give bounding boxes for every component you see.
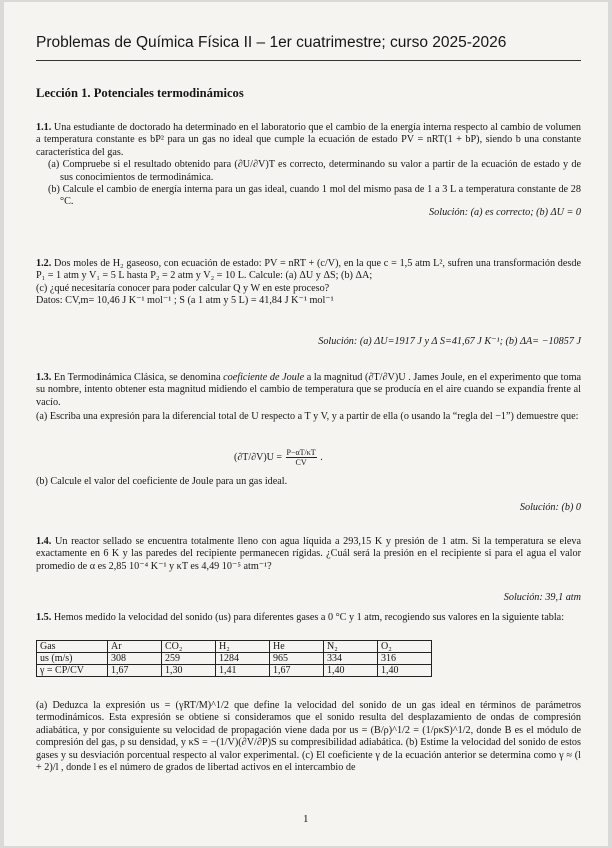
problem-1-1-solution: Solución: (a) es correcto; (b) ΔU = 0 — [429, 207, 581, 218]
problem-1-2-data: Datos: CV,m= 10,46 J K⁻¹ mol⁻¹ ; S (a 1 atm y 5 L) = 41,84 J K⁻¹ mol⁻¹ — [36, 295, 334, 307]
problem-1-5-number: 1.5. — [36, 612, 52, 623]
table-header-cell: O₂ — [378, 641, 432, 653]
problem-1-2 — [36, 258, 581, 308]
table-cell: 1,67 — [108, 665, 162, 677]
formula-lhs: (∂T/∂V)U — [234, 451, 274, 463]
problem-1-5-intro: Hemos medido la velocidad del sonido (us) para diferentes gases a 0 °C y 1 atm, recogiendo sus valores en la siguiente tabla: — [53, 612, 565, 623]
table-cell: 1,41 — [216, 665, 270, 677]
table-header-cell: CO₂ — [162, 641, 216, 653]
problem-1-4-text: Un reactor sellado se encuentra totalmente lleno con agua líquida a 293,15 K y presión de 1 atm. Si la temperatura se eleva exactamente en 6 K y las paredes del recipiente permanecen rígidas. ¿Cuál será la presión en el recipiente si para el agua el valor promedio de α es 2,85 10⁻⁴ K⁻¹ y κT es 4,49 10⁻⁵ atm⁻¹? — [36, 536, 582, 572]
page-sheet — [4, 2, 608, 846]
problem-1-3-term: coeficiente de Joule — [223, 372, 305, 383]
table-cell: 965 — [270, 653, 324, 665]
problem-1-3 — [36, 372, 581, 424]
problem-1-4-solution: Solución: 39,1 atm — [503, 592, 581, 603]
table-cell: 259 — [162, 653, 216, 665]
problem-1-3-intro-b: a la magnitud (∂T/∂V)U . James Joule, en el experimento que toma su nombre, intento obtener esta magnitud midiendo el cambio de temperatura que se producía en el aire cuando se expandía frente al vacío. — [36, 372, 582, 408]
page-number: 1 — [303, 813, 309, 825]
problem-1-2-part-c: (c) ¿qué necesitaría conocer para poder calcular Q y W en este proceso? — [36, 282, 330, 294]
header-rule — [36, 60, 581, 61]
table-row — [37, 665, 432, 677]
table-cell: us (m/s) — [37, 653, 108, 665]
problem-1-1 — [36, 122, 581, 209]
table-cell: γ = CP/CV — [37, 665, 108, 677]
table-cell: 1,30 — [162, 665, 216, 677]
problem-1-3-intro-a: En Termodinámica Clásica, se denomina — [53, 372, 221, 383]
table-row — [37, 653, 432, 665]
document-header: Problemas de Química Física II – 1er cuatrimestre; curso 2025-2026 — [36, 34, 507, 51]
problem-1-3-solution: Solución: (b) 0 — [519, 502, 581, 513]
formula-numerator: P−αT/κT — [286, 448, 316, 457]
problem-1-1-intro: Una estudiante de doctorado ha determinado en el laboratorio que el cambio de la energía interna respecto al cambio de volumen a temperatura constante es bP² para un gas no ideal que cumple la ecuación de estado PV = nRT(1 + bP), siendo b una constante característica del gas. — [36, 122, 581, 158]
table-header-cell: N₂ — [324, 641, 378, 653]
table-header-cell: H₂ — [216, 641, 270, 653]
formula-denominator: CV — [295, 458, 307, 467]
table-header-cell: He — [270, 641, 324, 653]
problem-1-3-part-a: (a) Escriba una expresión para la diferencial total de U respecto a T y V, y a partir de ella (o usando la “regla del −1”) demuestre que: — [36, 411, 579, 423]
table-cell: 1284 — [216, 653, 270, 665]
problem-1-2-number: 1.2. — [36, 258, 52, 269]
table-header-cell: Ar — [108, 641, 162, 653]
problem-1-3-number: 1.3. — [36, 372, 52, 383]
lesson-title: Lección 1. Potenciales termodinámicos — [36, 86, 244, 100]
problem-1-1-part-a: (a) Compruebe si el resultado obtenido para (∂U/∂V)T es correcto, determinando su valor a partir de la ecuación de estado y de sus conocimientos de termodinámica. — [48, 159, 581, 183]
table-cell: 316 — [378, 653, 432, 665]
problem-1-4 — [36, 536, 581, 573]
formula-fraction — [286, 448, 317, 467]
problem-1-4-number: 1.4. — [36, 536, 52, 547]
problem-1-2-text: Dos moles de H₂ gaseoso, con ecuación de estado: PV = nRT + (c/V), en la que c = 1,5 atm L², sufren una transformación desde P₁ = 1 atm y V₁ = 5 L hasta P₂ = 2 atm y V₂ = 10 L. Calcule: (a) ΔU y ΔS; (b) ΔA; — [36, 258, 582, 282]
sound-speed-table — [36, 640, 432, 677]
table-header-cell: Gas — [37, 641, 108, 653]
problem-1-5-intro-block — [36, 612, 581, 624]
table-cell: 334 — [324, 653, 378, 665]
table-cell: 1,40 — [378, 665, 432, 677]
table-header-row — [37, 641, 432, 653]
table-cell: 1,67 — [270, 665, 324, 677]
problem-1-3-part-b: (b) Calcule el valor del coeficiente de Joule para un gas ideal. — [36, 476, 288, 487]
problem-1-1-part-b: (b) Calcule el cambio de energía interna para un gas ideal, cuando 1 mol del mismo pasa de 1 a 3 L a temperatura constante de 28 °C. — [48, 184, 581, 208]
joule-coefficient-formula: (∂T/∂V)U = $\frac{P-\alpha T/\kappa T}{CV}$ . — [234, 448, 323, 467]
table-cell: 308 — [108, 653, 162, 665]
table-cell: 1,40 — [324, 665, 378, 677]
problem-1-2-solution: Solución: (a) ΔU=1917 J y Δ S=41,67 J K⁻¹; (b) ΔA= −10857 J — [318, 336, 581, 347]
problem-1-1-number: 1.1. — [36, 122, 52, 133]
problem-1-5-text: (a) Deduzca la expresión us = (γRT/M)^1/2 que define la velocidad del sonido de un gas ideal en términos de parámetros termodinámicos. Esta expresión se obtiene si consideramos que el sonido resulta del desplazamiento de ondas de compresión adiabática, y por consiguiente su velocidad de propagación viene dada por us = (B/ρ)^1/2 = (1/ρκS)^1/2, donde B es el módulo de compresión del gas, ρ su densidad, y κS = −(1/V)(∂V/∂P)S su compresibilidad adiabática. (b) Estime la velocidad del sonido de estos gases y su desviación porcentual respecto al valor experimental. (c) El coeficiente γ de la ecuación anterior se determina como γ ≈ (l + 2)/l , donde l es el número de grados de libertad activos en el intercambio de — [36, 700, 581, 774]
